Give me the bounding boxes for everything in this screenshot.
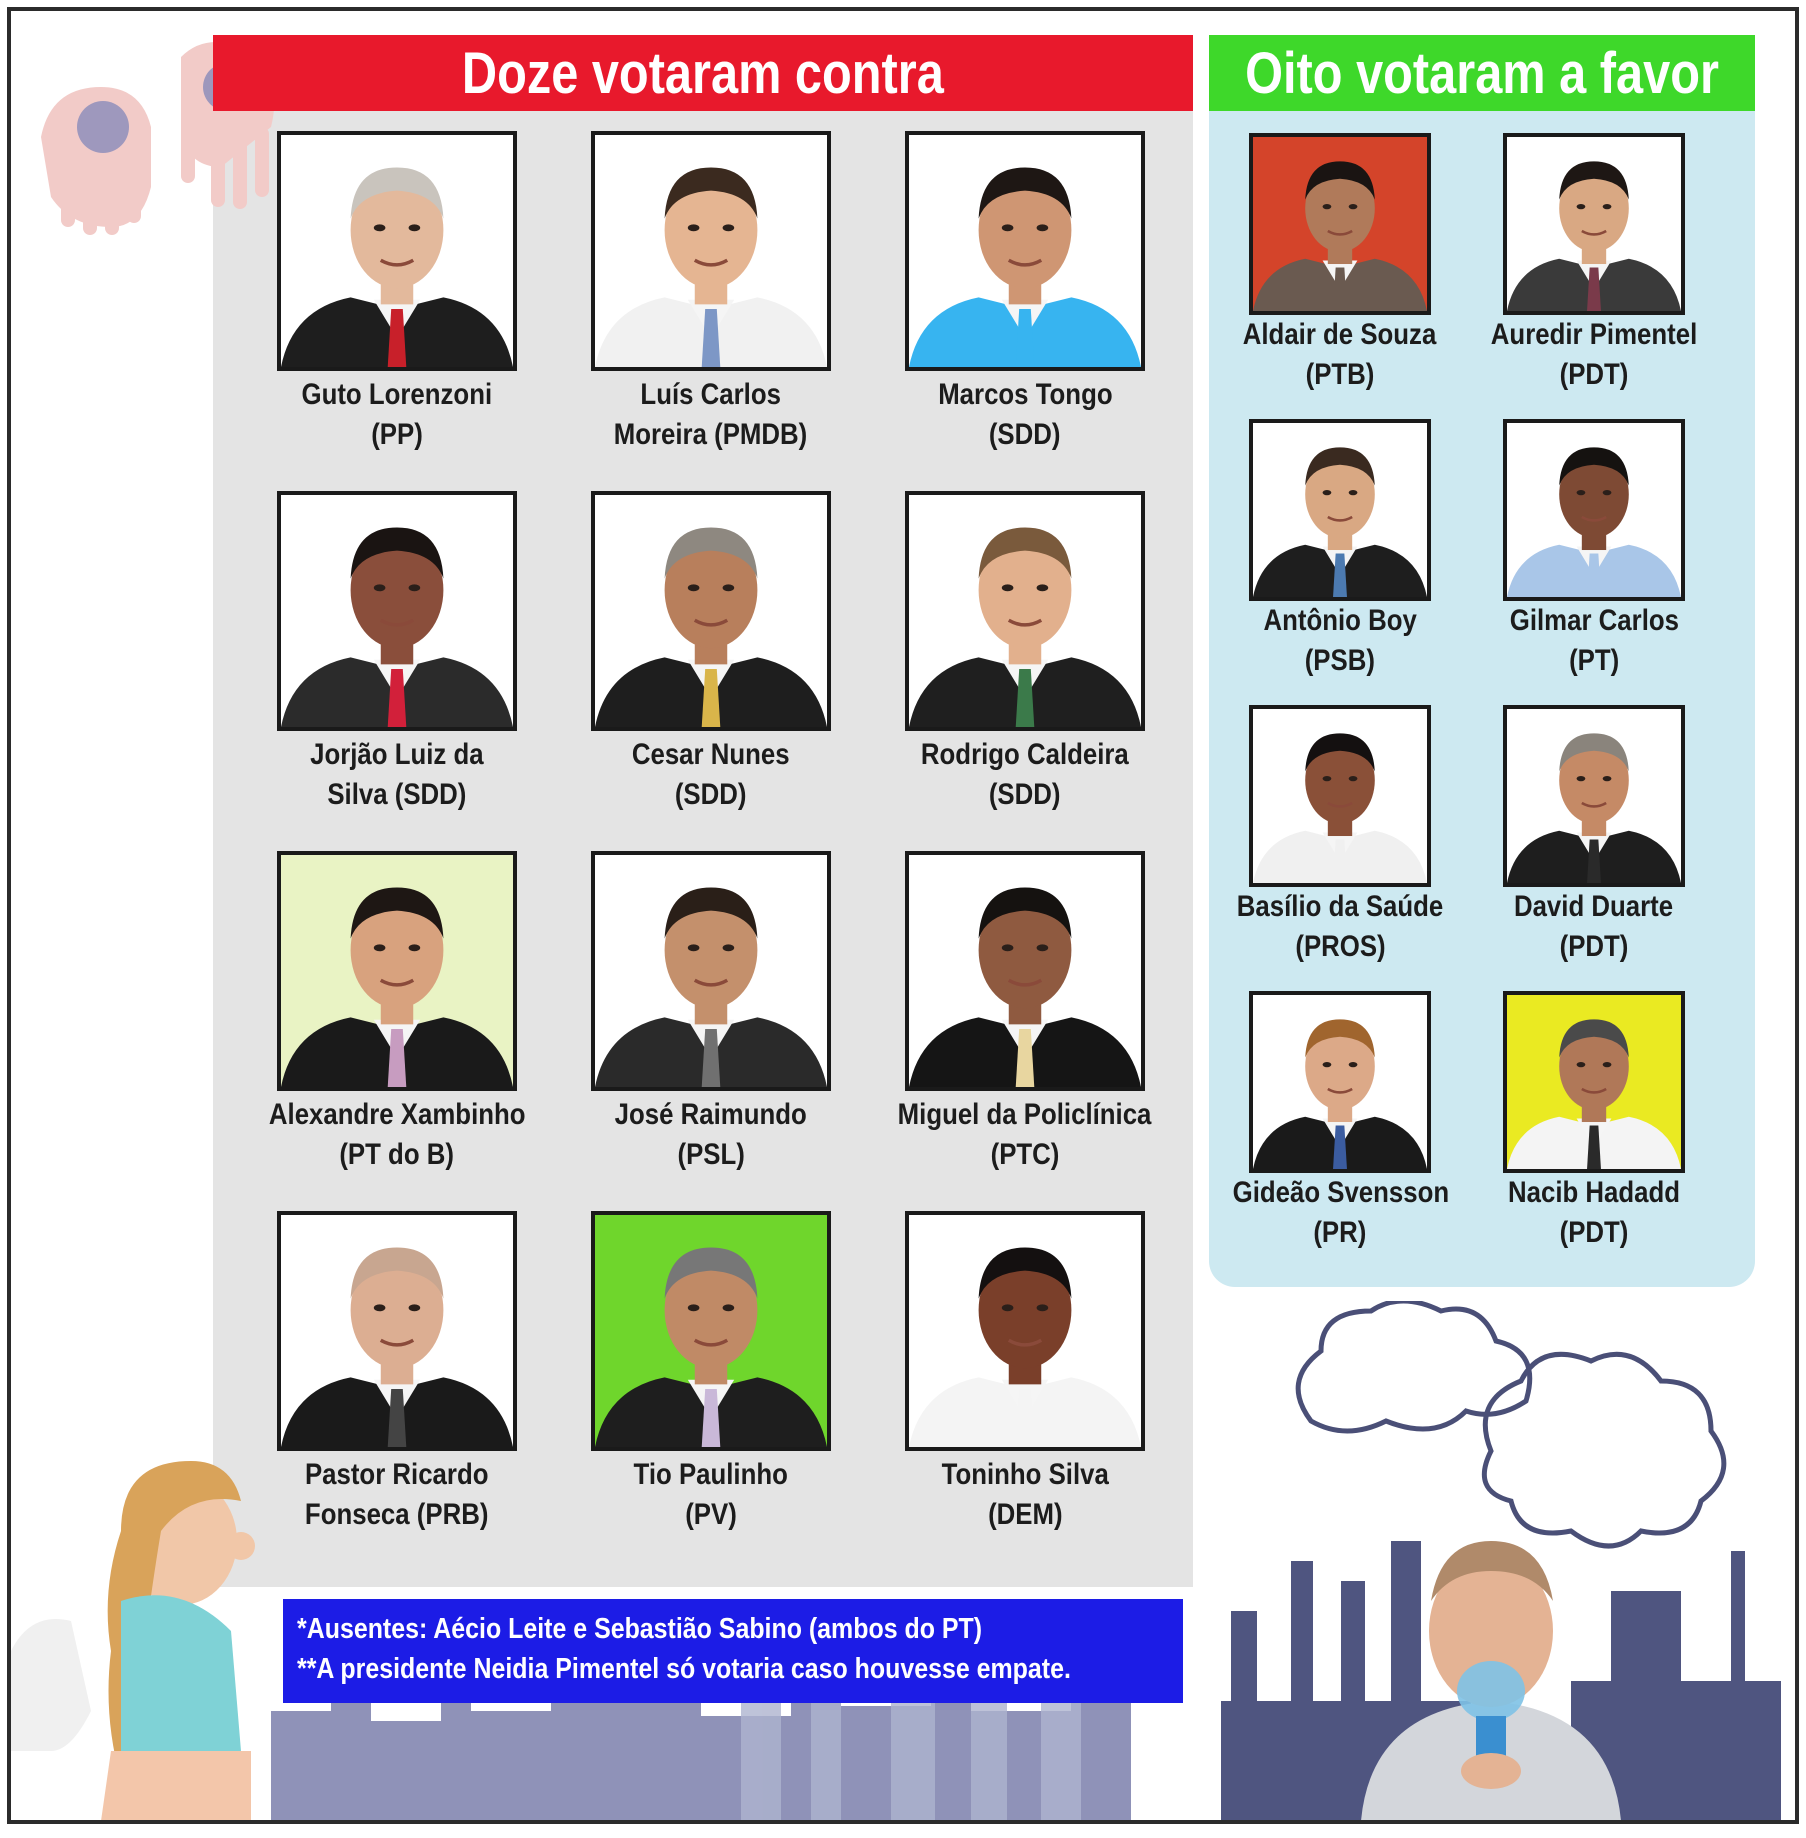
member-name: Tio Paulinho: [633, 1458, 789, 1491]
portrait-photo: [1253, 709, 1427, 883]
member-party: (PV): [685, 1498, 737, 1531]
against-caption: [870, 735, 1180, 815]
member-party: (PT): [1568, 644, 1620, 677]
member-party: (PTB): [1305, 358, 1375, 391]
member-name: Luís Carlos: [640, 378, 782, 411]
portrait-photo: [1507, 137, 1681, 311]
member-name: Pastor Ricardo: [305, 1458, 489, 1491]
favor-caption: [1469, 601, 1719, 681]
member-name: Auredir Pimentel: [1490, 318, 1698, 351]
member-name: Nacib Hadadd: [1507, 1176, 1681, 1209]
against-portrait: [277, 491, 517, 731]
favor-title: Oito votaram a favor: [1245, 40, 1719, 106]
note-president: **A presidente Neidia Pimentel só votaria caso houvesse empate.: [297, 1653, 1071, 1685]
member-party: (PROS): [1294, 930, 1386, 963]
portrait-photo: [281, 1215, 513, 1447]
against-caption: [556, 735, 866, 815]
favor-portrait: [1503, 419, 1685, 601]
against-caption: [870, 1095, 1180, 1175]
portrait-photo: [281, 495, 513, 727]
member-party: (SDD): [675, 778, 747, 811]
member-name: Basílio da Saúde: [1236, 890, 1444, 923]
member-party: (PSL): [677, 1138, 745, 1171]
against-portrait: [591, 131, 831, 371]
favor-caption: [1215, 601, 1465, 681]
against-caption: [242, 735, 552, 815]
favor-caption: [1215, 887, 1465, 967]
member-name: Cesar Nunes: [632, 738, 790, 771]
against-portrait: [591, 851, 831, 1091]
against-title-banner: [213, 35, 1193, 111]
portrait-photo: [595, 135, 827, 367]
portrait-photo: [909, 1215, 1141, 1447]
member-name: Guto Lorenzoni: [301, 378, 493, 411]
favor-caption: [1469, 1173, 1719, 1253]
favor-title-banner: [1209, 35, 1755, 111]
portrait-photo: [281, 135, 513, 367]
portrait-photo: [1507, 423, 1681, 597]
portrait-photo: [1507, 709, 1681, 883]
portrait-photo: [595, 1215, 827, 1447]
member-party: Fonseca (PRB): [305, 1498, 489, 1531]
portrait-photo: [1253, 995, 1427, 1169]
against-title: Doze votaram contra: [462, 40, 944, 106]
against-portrait: [905, 1211, 1145, 1451]
member-party: (PT do B): [339, 1138, 455, 1171]
against-portrait: [277, 851, 517, 1091]
member-name: Marcos Tongo: [937, 378, 1113, 411]
against-caption: [556, 1455, 866, 1535]
member-party: (SDD): [989, 778, 1061, 811]
member-name: Miguel da Policlínica: [898, 1098, 1152, 1131]
member-party: (SDD): [989, 418, 1061, 451]
notes-box: [283, 1599, 1183, 1703]
member-party: Moreira (PMDB): [614, 418, 808, 451]
member-name: Jorjão Luiz da: [310, 738, 484, 771]
portrait-photo: [1253, 137, 1427, 311]
portrait-photo: [595, 495, 827, 727]
against-portrait: [905, 131, 1145, 371]
portrait-photo: [909, 135, 1141, 367]
against-caption: [870, 1455, 1180, 1535]
against-caption: [242, 375, 552, 455]
note-absent: *Ausentes: Aécio Leite e Sebastião Sabino (ambos do PT): [297, 1613, 983, 1645]
member-party: (PDT): [1559, 930, 1629, 963]
member-name: Aldair de Souza: [1243, 318, 1437, 351]
member-name: David Duarte: [1514, 890, 1674, 923]
favor-portrait: [1249, 991, 1431, 1173]
against-portrait: [277, 1211, 517, 1451]
member-name: Gideão Svensson: [1232, 1176, 1450, 1209]
member-name: Gilmar Carlos: [1509, 604, 1679, 637]
portrait-photo: [909, 495, 1141, 727]
against-caption: [556, 1095, 866, 1175]
portrait-photo: [909, 855, 1141, 1087]
member-name: Toninho Silva: [941, 1458, 1109, 1491]
member-name: Rodrigo Caldeira: [921, 738, 1129, 771]
man-with-inhaler-icon: [1351, 1531, 1631, 1821]
against-portrait: [277, 131, 517, 371]
member-party: (PSB): [1304, 644, 1376, 677]
infographic-canvas: [7, 7, 1799, 1824]
favor-portrait: [1503, 705, 1685, 887]
member-party: (PDT): [1559, 1216, 1629, 1249]
favor-caption: [1469, 315, 1719, 395]
member-party: (PTC): [990, 1138, 1060, 1171]
against-caption: [242, 1455, 552, 1535]
member-party: (DEM): [987, 1498, 1063, 1531]
against-portrait: [591, 1211, 831, 1451]
member-name: Alexandre Xambinho: [268, 1098, 526, 1131]
against-portrait: [905, 851, 1145, 1091]
favor-caption: [1215, 315, 1465, 395]
member-party: (PP): [371, 418, 423, 451]
favor-portrait: [1249, 133, 1431, 315]
against-portrait: [591, 491, 831, 731]
portrait-photo: [1253, 423, 1427, 597]
portrait-photo: [281, 855, 513, 1087]
member-party: Silva (SDD): [327, 778, 467, 811]
member-party: (PDT): [1559, 358, 1629, 391]
member-name: Antônio Boy: [1263, 604, 1417, 637]
member-party: (PR): [1313, 1216, 1367, 1249]
against-caption: [870, 375, 1180, 455]
favor-portrait: [1249, 705, 1431, 887]
favor-caption: [1215, 1173, 1465, 1253]
favor-portrait: [1503, 991, 1685, 1173]
portrait-photo: [1507, 995, 1681, 1169]
favor-caption: [1469, 887, 1719, 967]
against-caption: [242, 1095, 552, 1175]
member-name: José Raimundo: [614, 1098, 808, 1131]
against-caption: [556, 375, 866, 455]
favor-portrait: [1249, 419, 1431, 601]
portrait-photo: [595, 855, 827, 1087]
favor-portrait: [1503, 133, 1685, 315]
against-portrait: [905, 491, 1145, 731]
